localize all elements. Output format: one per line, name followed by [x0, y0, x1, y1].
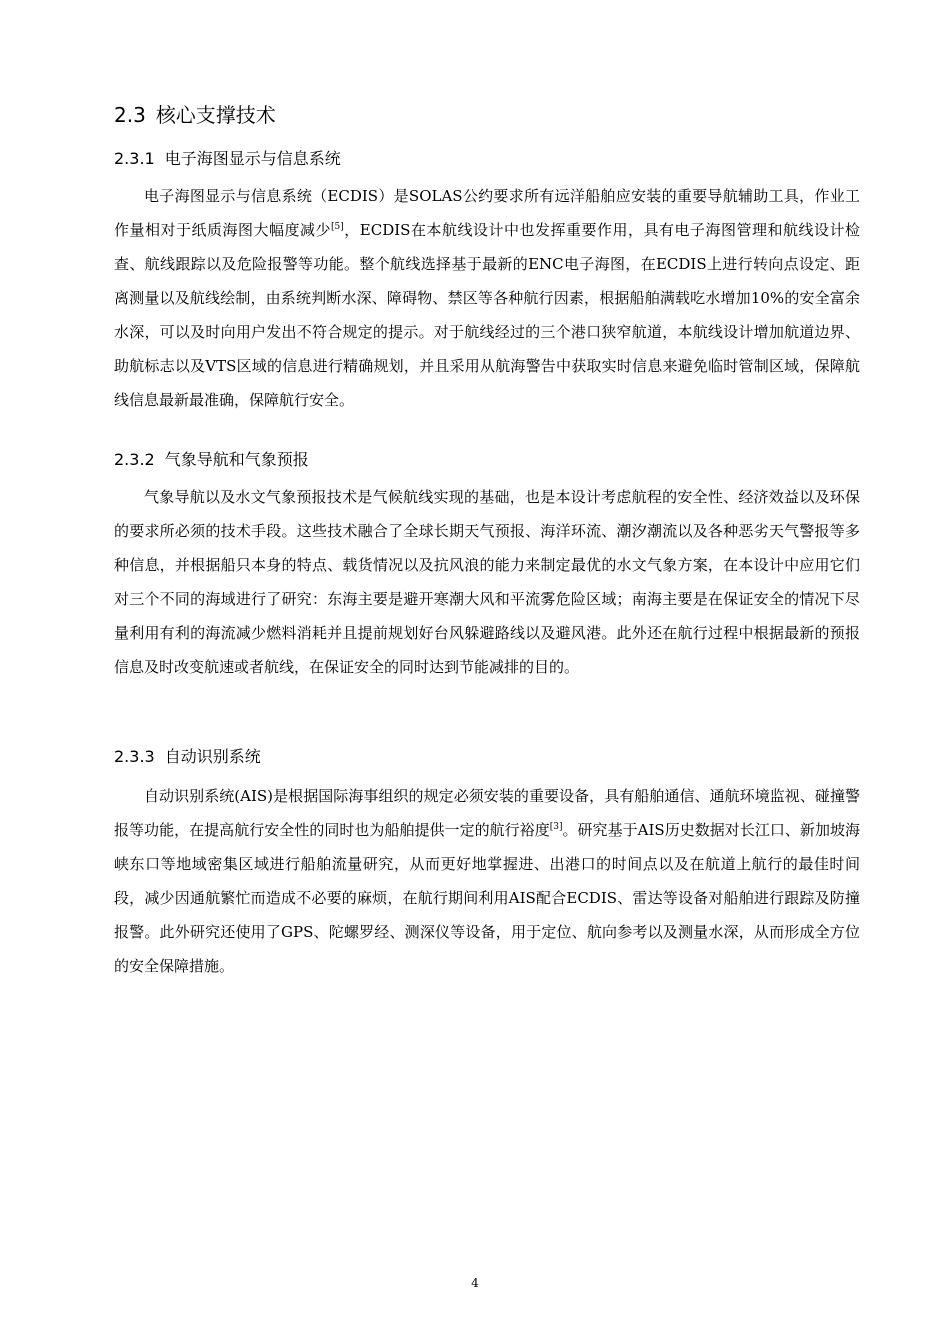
paragraph-ais: [114, 779, 860, 983]
citation-ref: [3]: [549, 822, 563, 832]
subsection-title: 气象导航和气象预报: [164, 450, 309, 469]
subsection-title: 自动识别系统: [164, 747, 261, 766]
paragraph-text: 电子海图显示与信息系统（ECDIS）是SOLAS公约要求所有远洋船舶应安装的重要导航辅助工具，作业工作量相对于纸质海图大幅度减少: [114, 187, 860, 239]
section-title: 核心支撑技术: [155, 103, 276, 127]
section-number: 2.3: [114, 103, 146, 127]
paragraph-text: 自动识别系统(AIS)是根据国际海事组织的规定必须安装的重要设备，具有船舶通信、通航环境监视、碰撞警报等功能，在提高航行安全性的同时也为船舶提供一定的航行裕度: [114, 787, 860, 839]
citation-ref: [5]: [331, 222, 344, 232]
paragraph-text: ，ECDIS在本航线设计中也发挥重要作用，具有电子海图管理和航线设计检查、航线跟踪以及危险报警等功能。整个航线选择基于最新的ENC电子海图，在ECDIS上进行转向点设定、距离测量以及航线绘制，由系统判断水深、障碍物、禁区等各种航行因素，根据船舶满载吃水增加10%的安全富余水深，可以及时向用户发出不符合规定的提示。对于航线经过的三个港口狭窄航道，本航线设计增加航道边界、助航标志以及VTS区域的信息进行精确规划，并且采用从航海警告中获取实时信息来避免临时管制区域，保障航线信息最新最准确，保障航行安全。: [114, 221, 860, 409]
subsection-heading-2-3-2: [114, 448, 309, 472]
subsection-number: 2.3.2: [114, 450, 155, 469]
subsection-heading-2-3-3: [114, 745, 261, 769]
paragraph-text: 。研究基于AIS历史数据对长江口、新加坡海峡东口等地域密集区域进行船舶流量研究，从而更好地掌握进、出港口的时间点以及在航道上航行的最佳时间段，减少因通航繁忙而造成不必要的麻烦，在航行期间利用AIS配合ECDIS、雷达等设备对船舶进行跟踪及防撞报警。此外研究还使用了GPS、陀螺罗经、测深仪等设备，用于定位、航向参考以及测量水深，从而形成全方位的安全保障措施。: [114, 821, 860, 975]
paragraph-weather-routing: 气象导航以及水文气象预报技术是气候航线实现的基础，也是本设计考虑航程的安全性、经济效益以及环保的要求所必须的技术手段。这些技术融合了全球长期天气预报、海洋环流、潮汐潮流以及各种恶劣天气警报等多种信息，并根据船只本身的特点、载货情况以及抗风浪的能力来制定最优的水文气象方案，在本设计中应用它们对三个不同的海域进行了研究：东海主要是避开寒潮大风和平流雾危险区域；南海主要是在保证安全的情况下尽量利用有利的海流减少燃料消耗并且提前规划好台风躲避路线以及避风港。此外还在航行过程中根据最新的预报信息及时改变航速或者航线，在保证安全的同时达到节能减排的目的。: [114, 488, 860, 676]
subsection-title: 电子海图显示与信息系统: [164, 149, 341, 168]
subsection-number: 2.3.1: [114, 149, 155, 168]
paragraph-ecdis: [114, 179, 860, 417]
subsection-number: 2.3.3: [114, 747, 155, 766]
subsection-heading-2-3-1: [114, 147, 341, 171]
page-number: 4: [471, 1276, 479, 1290]
section-heading: [114, 100, 276, 130]
